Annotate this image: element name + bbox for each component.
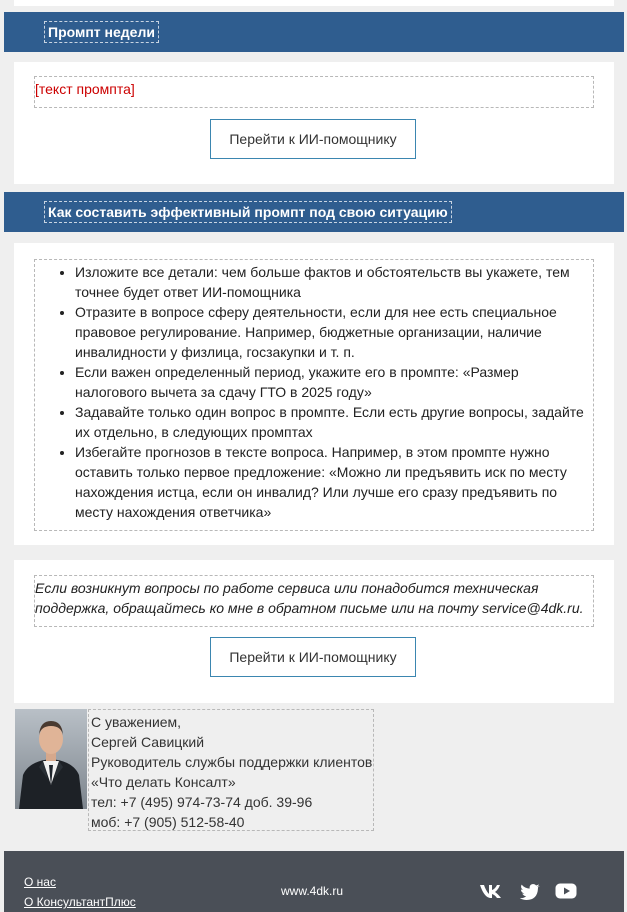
footer-link-about[interactable]: О нас — [24, 875, 56, 889]
tips-box — [34, 259, 594, 531]
prompt-text: [текст промпта] — [35, 81, 135, 97]
youtube-icon[interactable] — [555, 883, 577, 899]
signature-mobile: моб: +7 (905) 512-58-40 — [91, 814, 245, 830]
signature-company: «Что делать Консалт» — [91, 774, 236, 790]
footer-site-link[interactable]: www.4dk.ru — [281, 884, 344, 898]
section-title-howto: Как составить эффективный промпт под свою ситуацию — [44, 201, 452, 223]
tip-item: • Если важен определенный период, укажите его в промпте: «Размер налогового вычета за сдачу ГТО в 2025 году» — [75, 362, 587, 402]
prompt-card — [14, 62, 614, 184]
go-to-ai-assistant-button[interactable]: Перейти к ИИ-помощнику — [210, 119, 416, 159]
tip-item: • Задавайте только один вопрос в промпте. Если есть другие вопросы, задайте их отдельно, в следующих промптах — [75, 402, 587, 442]
tips-list — [35, 260, 593, 522]
tip-item: • Отразите в вопросе сферу деятельности, если для нее есть специальное правовое регулирование. Например, бюджетные организации, наличие инвалидности у физлица, госзакупки и т. п. — [75, 302, 587, 362]
tip-item: • Изложите все детали: чем больше фактов и обстоятельств вы укажете, тем точнее будет ответ ИИ-помощника — [75, 262, 587, 302]
prompt-text-box — [34, 76, 594, 108]
tip-item: • Избегайте прогнозов в тексте вопроса. Например, в этом промпте нужно оставить только первое предложение: «Можно ли предъявить иск по месту нахождения истца, если он инвалид? Или лучше его сразу предъявить по месту нахождения ответчика» — [75, 442, 587, 522]
top-strip — [14, 0, 614, 6]
avatar-portrait — [15, 709, 87, 809]
signature-name: Сергей Савицкий — [91, 734, 205, 750]
support-note-box — [34, 575, 594, 627]
section-header-week — [4, 12, 624, 52]
go-to-ai-assistant-button-2[interactable]: Перейти к ИИ-помощнику — [210, 637, 416, 677]
avatar — [15, 709, 87, 809]
vk-icon[interactable] — [479, 883, 503, 899]
support-note: Если возникнут вопросы по работе сервиса или понадобится техническая поддержка, обращайтесь ко мне в обратном письме или на почту service@4dk.ru. — [35, 580, 584, 616]
signature-position: Руководитель службы поддержки клиентов — [91, 754, 373, 770]
signature-greeting: С уважением, — [91, 714, 182, 730]
support-card — [14, 560, 614, 703]
signature-box — [88, 709, 374, 831]
footer — [4, 851, 624, 912]
signature-phone: тел: +7 (495) 974-73-74 доб. 39-96 — [91, 794, 313, 810]
tips-card — [14, 243, 614, 545]
section-title-week: Промпт недели — [44, 21, 159, 43]
footer-link-about-consultant[interactable]: О КонсультантПлюс — [24, 895, 136, 909]
section-header-howto — [4, 192, 624, 232]
signature — [91, 712, 372, 832]
twitter-icon[interactable] — [519, 883, 541, 901]
